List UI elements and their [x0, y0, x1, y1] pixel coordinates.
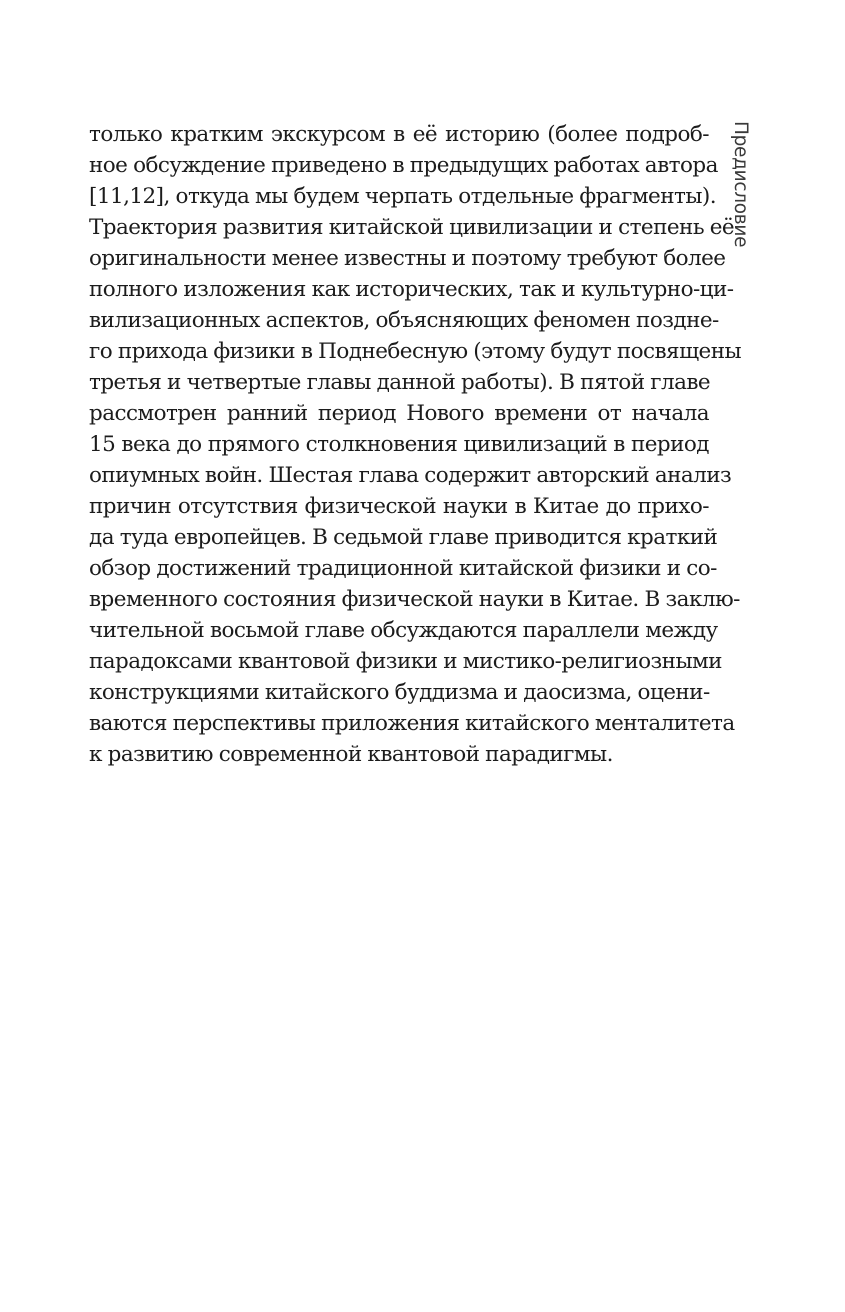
text-line: конструкциями китайского буддизма и даосизма, оцени- [89, 680, 710, 705]
text-line: обзор достижений традиционной китайской физики и со- [89, 556, 717, 581]
text-line: оригинальности менее известны и поэтому требуют более [89, 246, 726, 271]
text-line: причин отсутствия физической науки в Китае до прихо- [89, 494, 709, 519]
text-line: чительной восьмой главе обсуждаются параллели между [89, 618, 718, 643]
text-line: да туда европейцев. В седьмой главе приводится краткий [89, 525, 718, 550]
text-line: 15 века до прямого столкновения цивилизаций в период [89, 432, 709, 457]
running-head: Предисловие [730, 121, 751, 248]
text-line: вилизационных аспектов, объясняющих феномен поздне- [89, 308, 719, 333]
text-line: третья и четвертые главы данной работы). В пятой главе [89, 370, 711, 395]
text-line: парадоксами квантовой физики и мистико-религиозными [89, 649, 722, 674]
text-line: к развитию современной квантовой парадигмы. [89, 742, 613, 767]
text-line: [11,12], откуда мы будем черпать отдельные фрагменты). [89, 184, 717, 209]
text-line: ное обсуждение приведено в предыдущих работах автора [89, 153, 718, 178]
text-line: го прихода физики в Поднебесную (этому будут посвящены [89, 339, 742, 364]
text-line: Траектория развития китайской цивилизации и степень её [89, 215, 735, 240]
text-line: только кратким экскурсом в её историю (более подроб- [89, 122, 709, 147]
text-line: опиумных войн. Шестая глава содержит авторский анализ [89, 463, 732, 488]
text-line: ваются перспективы приложения китайского менталитета [89, 711, 735, 736]
text-line: временного состояния физической науки в Китае. В заклю- [89, 587, 740, 612]
text-line: рассмотрен ранний период Нового времени от начала [89, 401, 709, 426]
text-line: полного изложения как исторических, так и культурно-ци- [89, 277, 734, 302]
